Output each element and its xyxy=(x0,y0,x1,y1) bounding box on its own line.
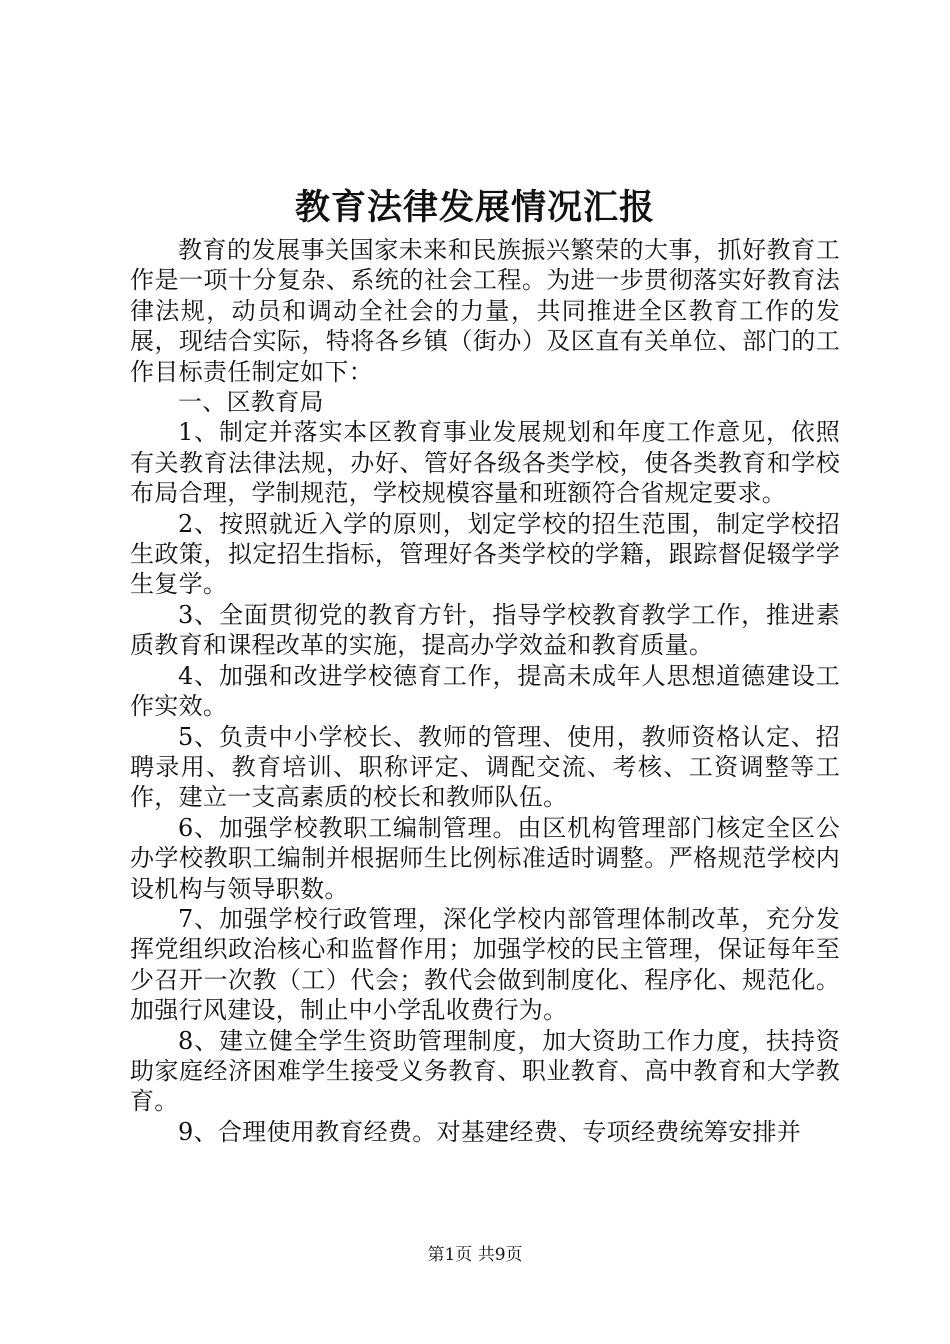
document-body xyxy=(130,235,840,1147)
section-heading: 一、区教育局 xyxy=(178,388,324,417)
paragraph-item-4: 4、加强和改进学校德育工作，提高未成年人思想道德建设工作实效。 xyxy=(130,661,840,721)
page-title: 教育法律发展情况汇报 xyxy=(294,188,655,228)
paragraph-item-2: 2、按照就近入学的原则，划定学校的招生范围，制定学校招生政策，拟定招生指标，管理好各类学校的学籍，跟踪督促辍学学生复学。 xyxy=(130,509,840,599)
paragraph-intro: 教育的发展事关国家未来和民族振兴繁荣的大事，抓好教育工作是一项十分复杂、系统的社会工程。为进一步贯彻落实好教育法律法规，动员和调动全社会的力量，共同推进全区教育工作的发展，现结合实际，特将各乡镇（街办）及区直有关单位、部门的工作目标责任制定如下： xyxy=(130,236,840,386)
paragraph-item-5: 5、负责中小学校长、教师的管理、使用，教师资格认定、招聘录用、教育培训、职称评定、调配交流、考核、工资调整等工作，建立一支高素质的校长和教师队伍。 xyxy=(130,722,840,812)
paragraph-item-7: 7、加强学校行政管理，深化学校内部管理体制改革，充分发挥党组织政治核心和监督作用；加强学校的民主管理，保证每年至少召开一次教（工）代会；教代会做到制度化、程序化、规范化。加强行风建设，制止中小学乱收费行为。 xyxy=(130,904,840,1025)
paragraph-item-3: 3、全面贯彻党的教育方针，指导学校教育教学工作，推进素质教育和课程改革的实施，提高办学效益和教育质量。 xyxy=(130,600,840,660)
paragraph-item-1: 1、制定并落实本区教育事业发展规划和年度工作意见，依照有关教育法律法规，办好、管好各级各类学校，使各类教育和学校布局合理，学制规范，学校规模容量和班额符合省规定要求。 xyxy=(130,418,840,508)
paragraph-item-9: 9、合理使用教育经费。对基建经费、专项经费统筹安排并 xyxy=(178,1117,802,1146)
paragraph-item-8: 8、建立健全学生资助管理制度，加大资助工作力度，扶持资助家庭经济困难学生接受义务教育、职业教育、高中教育和大学教育。 xyxy=(130,1026,840,1116)
paragraph-item-6: 6、加强学校教职工编制管理。由区机构管理部门核定全区公办学校教职工编制并根据师生比例标准适时调整。严格规范学校内设机构与领导职数。 xyxy=(130,813,840,903)
page-number: 第1页 共9页 xyxy=(427,1245,523,1265)
